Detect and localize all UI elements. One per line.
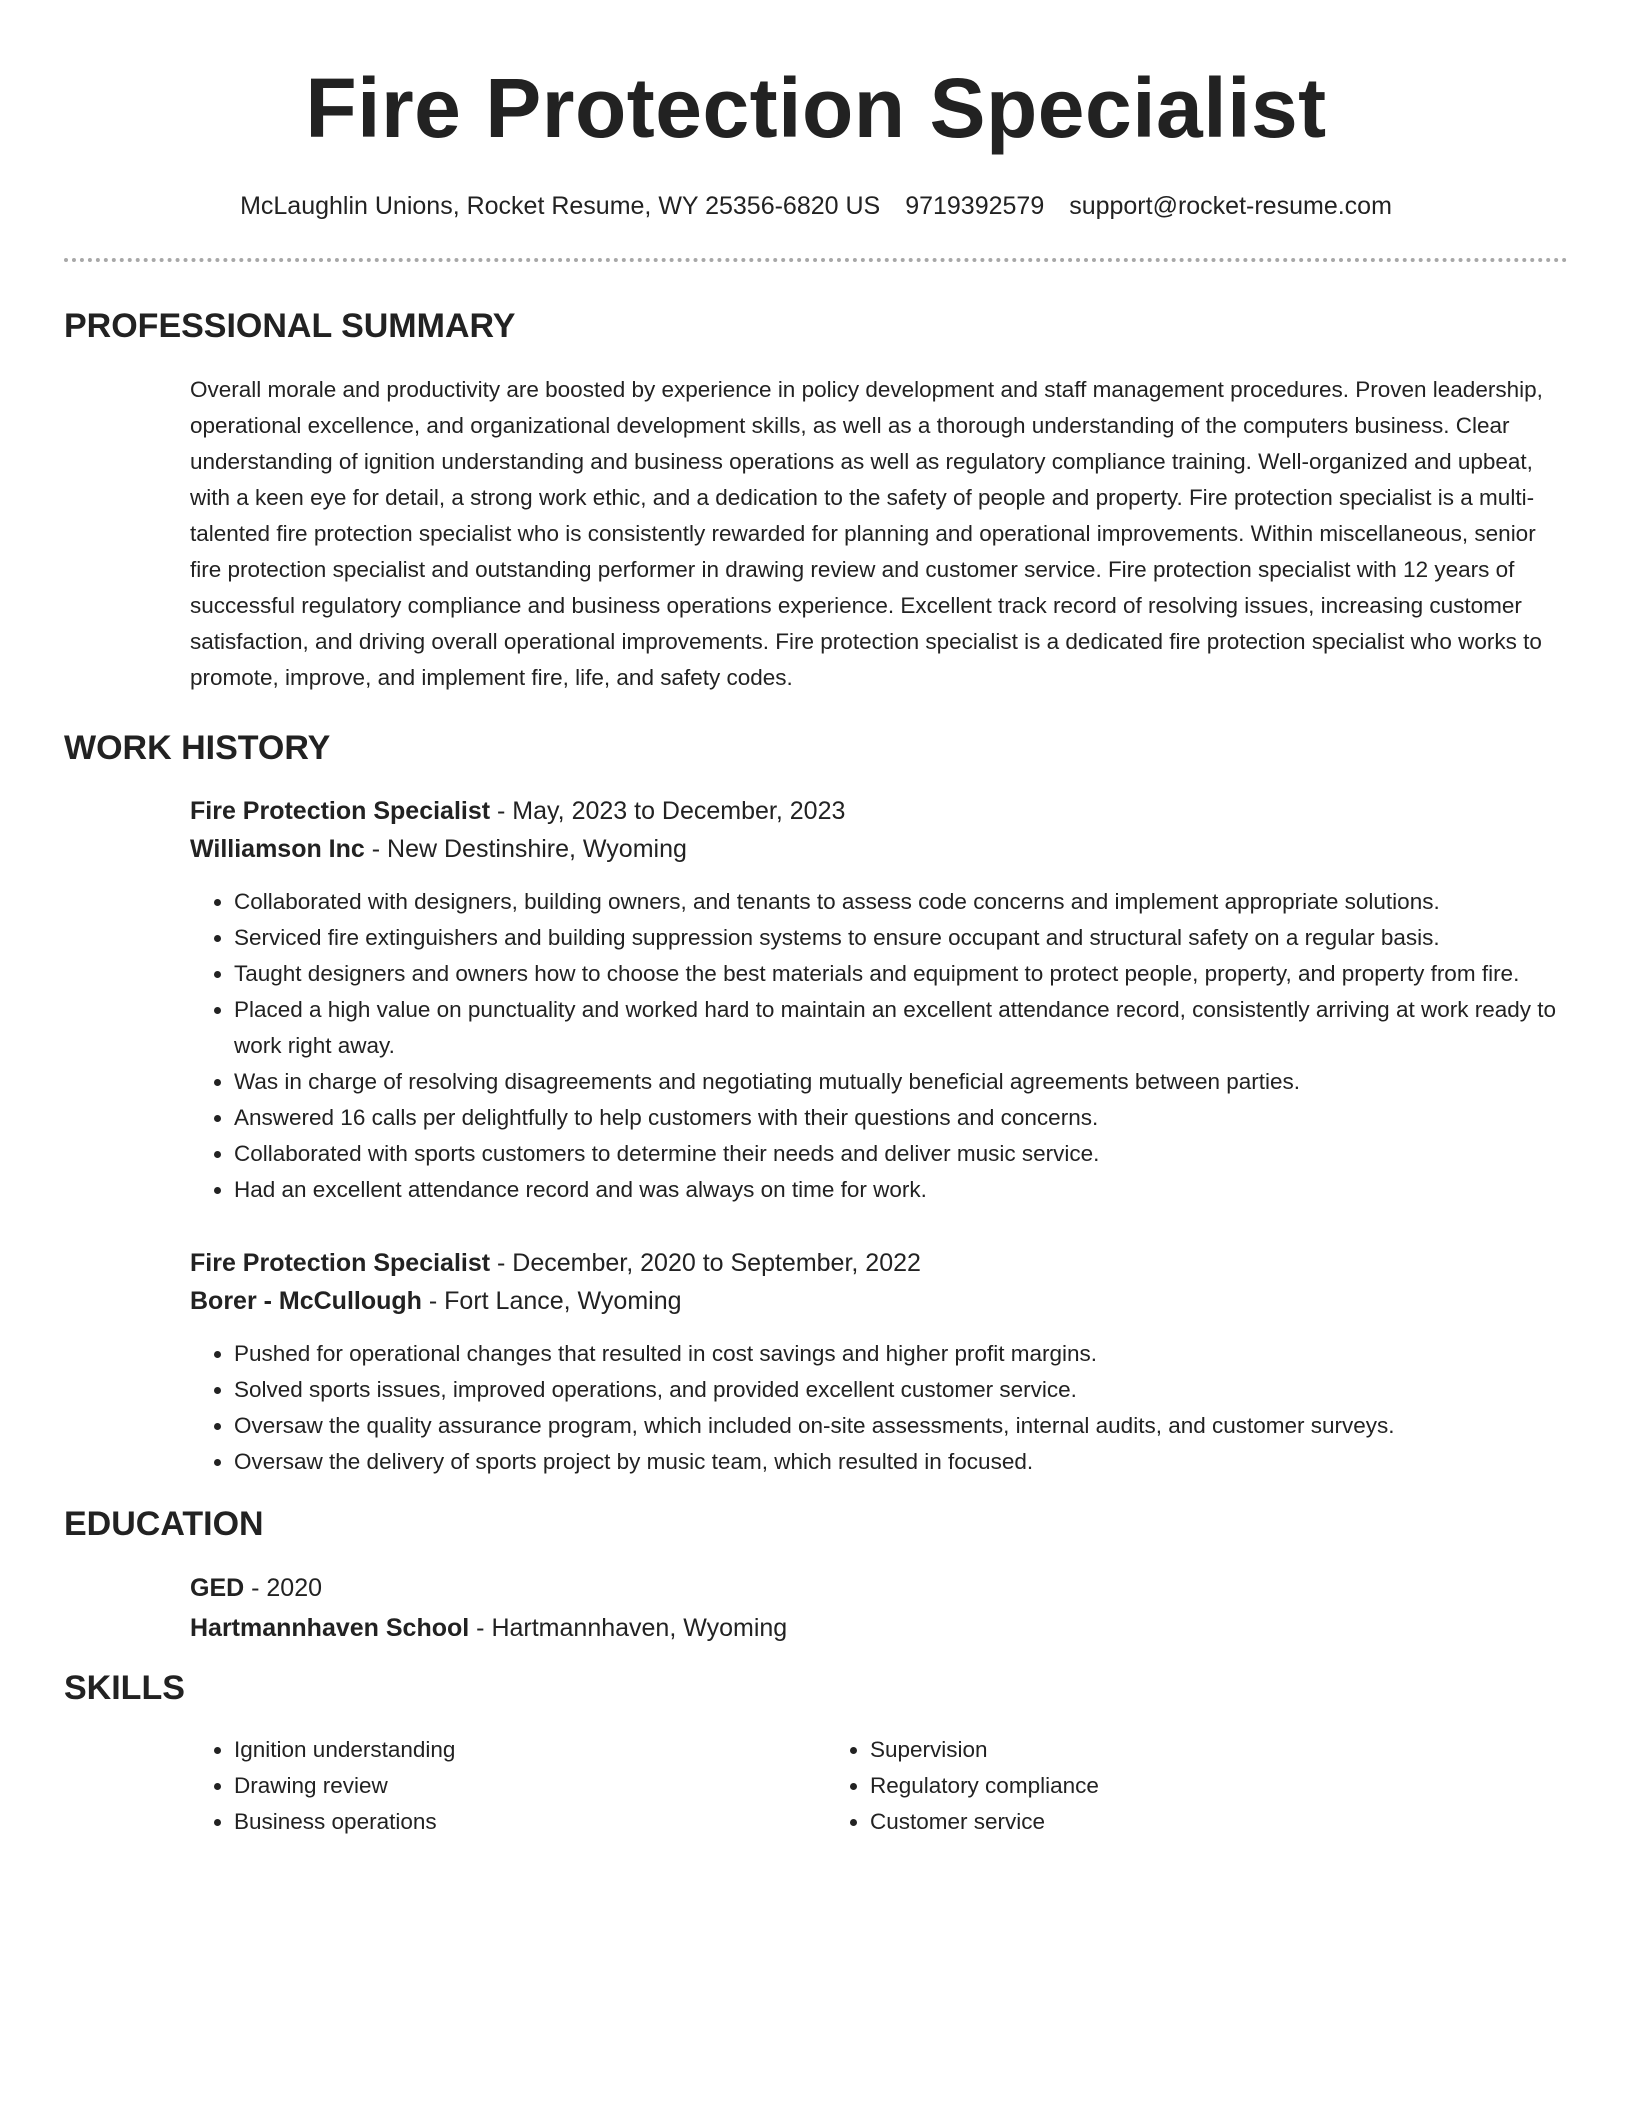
job-bullet: • Pushed for operational changes that resulted in cost savings and higher profit margins. (234, 1336, 1568, 1372)
header-divider (64, 258, 1568, 262)
job-bullets (190, 884, 1568, 1208)
job-dates: - May, 2023 to December, 2023 (490, 797, 846, 825)
skills-column-right (826, 1732, 1462, 1840)
skill-item: • Regulatory compliance (870, 1768, 1462, 1804)
section-title-summary: PROFESSIONAL SUMMARY (64, 307, 516, 345)
job-bullet: • Placed a high value on punctuality and worked hard to maintain an excellent attendance record, consistently arriving at work ready to work right away. (234, 992, 1568, 1064)
job-bullet: • Serviced fire extinguishers and building suppression systems to ensure occupant and structural safety on a regular basis. (234, 920, 1568, 956)
job-bullet: • Solved sports issues, improved operations, and provided excellent customer service. (234, 1372, 1568, 1408)
job-entry (190, 1244, 1568, 1480)
education-degree-line (190, 1568, 1568, 1608)
job-company-line (190, 830, 1568, 868)
job-bullet: • Collaborated with designers, building owners, and tenants to assess code concerns and implement appropriate solutions. (234, 884, 1568, 920)
job-dates: - December, 2020 to September, 2022 (490, 1249, 921, 1277)
skills-column-left (190, 1732, 826, 1840)
job-company: Williamson Inc (190, 835, 365, 863)
skill-item: • Business operations (234, 1804, 826, 1840)
contact-address: McLaughlin Unions, Rocket Resume, WY 25356-6820 US (240, 192, 881, 220)
job-bullet: • Oversaw the delivery of sports project by music team, which resulted in focused. (234, 1444, 1568, 1480)
job-title-line (190, 792, 1568, 830)
job-bullet: • Taught designers and owners how to choose the best materials and equipment to protect people, property, and property from fire. (234, 956, 1568, 992)
contact-phone: 9719392579 (905, 192, 1045, 220)
job-bullet: • Was in charge of resolving disagreements and negotiating mutually beneficial agreements between parties. (234, 1064, 1568, 1100)
education-school: Hartmannhaven School (190, 1614, 470, 1642)
section-title-skills: SKILLS (64, 1669, 185, 1707)
job-location: - Fort Lance, Wyoming (421, 1287, 682, 1315)
education-entry (190, 1568, 1568, 1648)
job-entry (190, 792, 1568, 1208)
job-bullet: • Answered 16 calls per delightfully to help customers with their questions and concerns. (234, 1100, 1568, 1136)
job-company-line (190, 1282, 1568, 1320)
job-role: Fire Protection Specialist (190, 797, 491, 825)
skill-item: • Customer service (870, 1804, 1462, 1840)
skill-item: • Drawing review (234, 1768, 826, 1804)
section-title-work-history: WORK HISTORY (64, 729, 331, 767)
skill-item: • Supervision (870, 1732, 1462, 1768)
education-degree: GED (190, 1574, 245, 1602)
education-year: - 2020 (244, 1574, 323, 1602)
resume-page (64, 0, 1568, 1840)
skill-item: • Ignition understanding (234, 1732, 826, 1768)
education-location: - Hartmannhaven, Wyoming (469, 1614, 788, 1642)
resume-name: Fire Protection Specialist (305, 61, 1327, 155)
job-title-line (190, 1244, 1568, 1282)
job-bullet: • Oversaw the quality assurance program, which included on-site assessments, internal audits, and customer surveys. (234, 1408, 1568, 1444)
job-bullets (190, 1336, 1568, 1480)
job-bullet: • Collaborated with sports customers to determine their needs and deliver music service. (234, 1136, 1568, 1172)
contact-email: support@rocket-resume.com (1069, 192, 1392, 220)
skills-list (190, 1732, 1568, 1840)
summary-text: Overall morale and productivity are boosted by experience in policy development and staff management procedures. Proven leadership, operational excellence, and organizational development skills, as well as a thorough understanding of the computers business. Clear understanding of ignition understanding and business operations as well as regulatory compliance training. Well-organized and upbeat, with a keen eye for detail, a strong work ethic, and a dedication to the safety of people and property. Fire protection specialist is a multi-talented fire protection specialist who is consistently rewarded for planning and operational improvements. Within miscellaneous, senior fire protection specialist and outstanding performer in drawing review and customer service. Fire protection specialist with 12 years of successful regulatory compliance and business operations experience. Excellent track record of resolving issues, increasing customer satisfaction, and driving overall operational improvements. Fire protection specialist is a dedicated fire protection specialist who works to promote, improve, and implement fire, life, and safety codes. (190, 377, 1543, 690)
job-bullet: • Had an excellent attendance record and was always on time for work. (234, 1172, 1568, 1208)
contact-line (64, 190, 1568, 222)
education-school-line (190, 1608, 1568, 1648)
section-title-education: EDUCATION (64, 1505, 264, 1543)
job-role: Fire Protection Specialist (190, 1249, 491, 1277)
job-location: - New Destinshire, Wyoming (364, 835, 687, 863)
job-company: Borer - McCullough (190, 1287, 422, 1315)
